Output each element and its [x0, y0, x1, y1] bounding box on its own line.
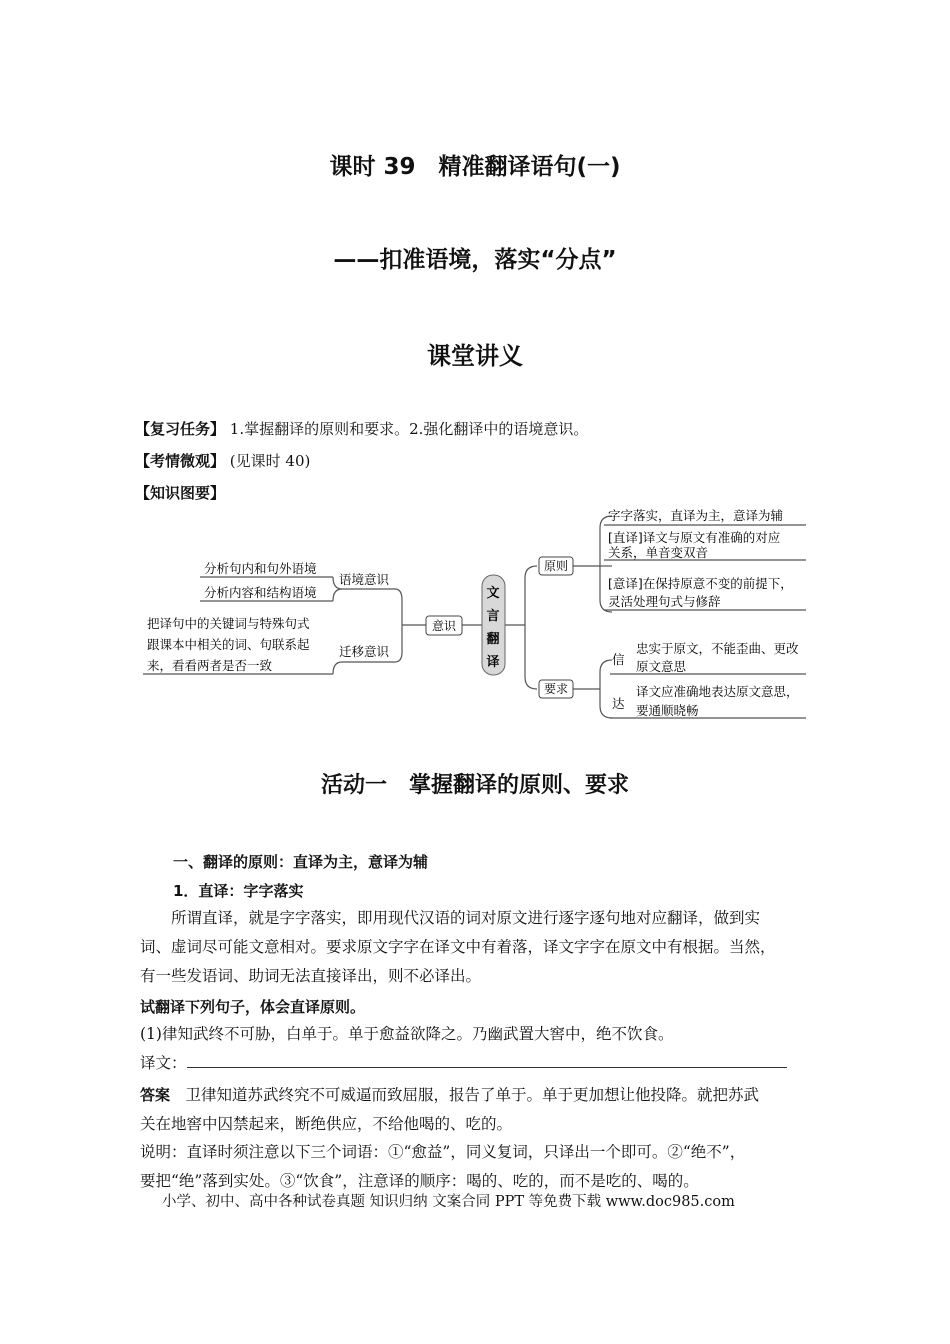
literal-paragraph [140, 904, 830, 991]
center-char-2: 言 [486, 609, 500, 624]
exam-info-label: 【考情微观】 [135, 452, 226, 470]
yujing-item-1: 分析句内和句外语境 [204, 561, 317, 576]
translation-row [140, 1049, 830, 1078]
qianyi-line-3: 来，看看两者是否一致 [147, 658, 273, 673]
yuanze-item-3-line-1: [意译]在保持原意不变的前提下， [608, 576, 793, 591]
page-subtitle: ——扣准语境，落实“分点” [333, 247, 617, 273]
review-task-label: 【复习任务】 [135, 420, 226, 438]
yuanze-item-3-line-2: 灵活处理句式与修辞 [608, 594, 721, 609]
yujing-label: 语境意识 [339, 572, 390, 587]
answer-label: 答案 [140, 1086, 171, 1104]
activity-title: 活动一 掌握翻译的原则、要求 [320, 773, 629, 798]
principle-heading: 一、翻译的原则：直译为主，意译为辅 [173, 853, 429, 871]
knowledge-mindmap [0, 500, 950, 730]
xin-line-1: 忠实于原文，不能歪曲、更改 [636, 641, 799, 656]
knowledge-map-label: 【知识图要】 [135, 484, 226, 502]
exam-info-text: (见课时 40) [229, 452, 311, 470]
para-line-1: 所谓直译，就是字字落实，即用现代汉语的词对原文进行逐字逐句地对应翻译，做到实 [140, 909, 761, 927]
yuanze-item-1: 字字落实，直译为主，意译为辅 [608, 508, 784, 523]
center-char-3: 翻 [486, 632, 500, 647]
yuanze-item-2-line-2: 关系，单音变双音 [608, 545, 709, 560]
exercise-prompt: 试翻译下列句子，体会直译原则。 [140, 998, 366, 1016]
translation-blank[interactable] [187, 1053, 787, 1068]
note-block [140, 1138, 830, 1196]
answer-line-2: 关在地窖中囚禁起来，断绝供应，不给他喝的、吃的。 [140, 1115, 513, 1133]
da-line-1: 译文应准确地表达原文意思， [636, 684, 799, 699]
literal-heading: 1．直译：字字落实 [173, 882, 304, 900]
answer-block [140, 1081, 830, 1139]
answer-line-1: 卫律知道苏武终究不可威逼而致屈服，报告了单于。单于更加想让他投降。就把苏武 [170, 1086, 760, 1104]
page-title: 课时 39 精准翻译语句(一) [329, 154, 621, 180]
qianyi-label: 迁移意识 [339, 644, 390, 659]
para-line-3: 有一些发语词、助词无法直接译出，则不必译出。 [140, 967, 482, 985]
center-char-4: 译 [486, 655, 500, 670]
center-char-1: 文 [486, 586, 500, 601]
qianyi-line-2: 跟课本中相关的词、句联系起 [147, 637, 310, 652]
review-task-text: 1.掌握翻译的原则和要求。2.强化翻译中的语境意识。 [229, 420, 589, 438]
question-1: (1)律知武终不可胁，白单于。单于愈益欲降之。乃幽武置大窖中，绝不饮食。 [140, 1025, 674, 1043]
da-line-2: 要通顺晓畅 [636, 703, 699, 718]
review-task [135, 418, 588, 439]
da-label: 达 [612, 696, 625, 711]
section-heading: 课堂讲义 [427, 342, 523, 370]
yaoqiu-label: 要求 [543, 682, 569, 696]
yuanze-item-2-line-1: [直译]译文与原文有准确的对应 [608, 530, 781, 545]
xin-label: 信 [612, 652, 625, 667]
para-line-2: 词、虚词尽可能文意相对。要求原文字字在译文中有着落，译文字字在原文中有根据。当然， [140, 938, 776, 956]
exam-info [135, 450, 310, 471]
page-footer: 小学、初中、高中各种试卷真题 知识归纳 文案合同 PPT 等免费下载 www.doc985.com [162, 1194, 735, 1210]
yishi-label: 意识 [431, 619, 457, 633]
yuanze-label: 原则 [543, 559, 569, 573]
xin-line-2: 原文意思 [636, 659, 687, 674]
qianyi-line-1: 把译句中的关键词与特殊句式 [147, 616, 310, 631]
note-line-2: 要把“绝”落到实处。③“饮食”，注意译的顺序：喝的、吃的，而不是吃的、喝的。 [140, 1172, 699, 1190]
note-line-1: 说明：直译时须注意以下三个词语：①“愈益”，同义复词，只译出一个即可。②“绝不”， [140, 1143, 746, 1161]
yujing-item-2: 分析内容和结构语境 [204, 585, 317, 600]
translation-label: 译文： [140, 1054, 187, 1072]
